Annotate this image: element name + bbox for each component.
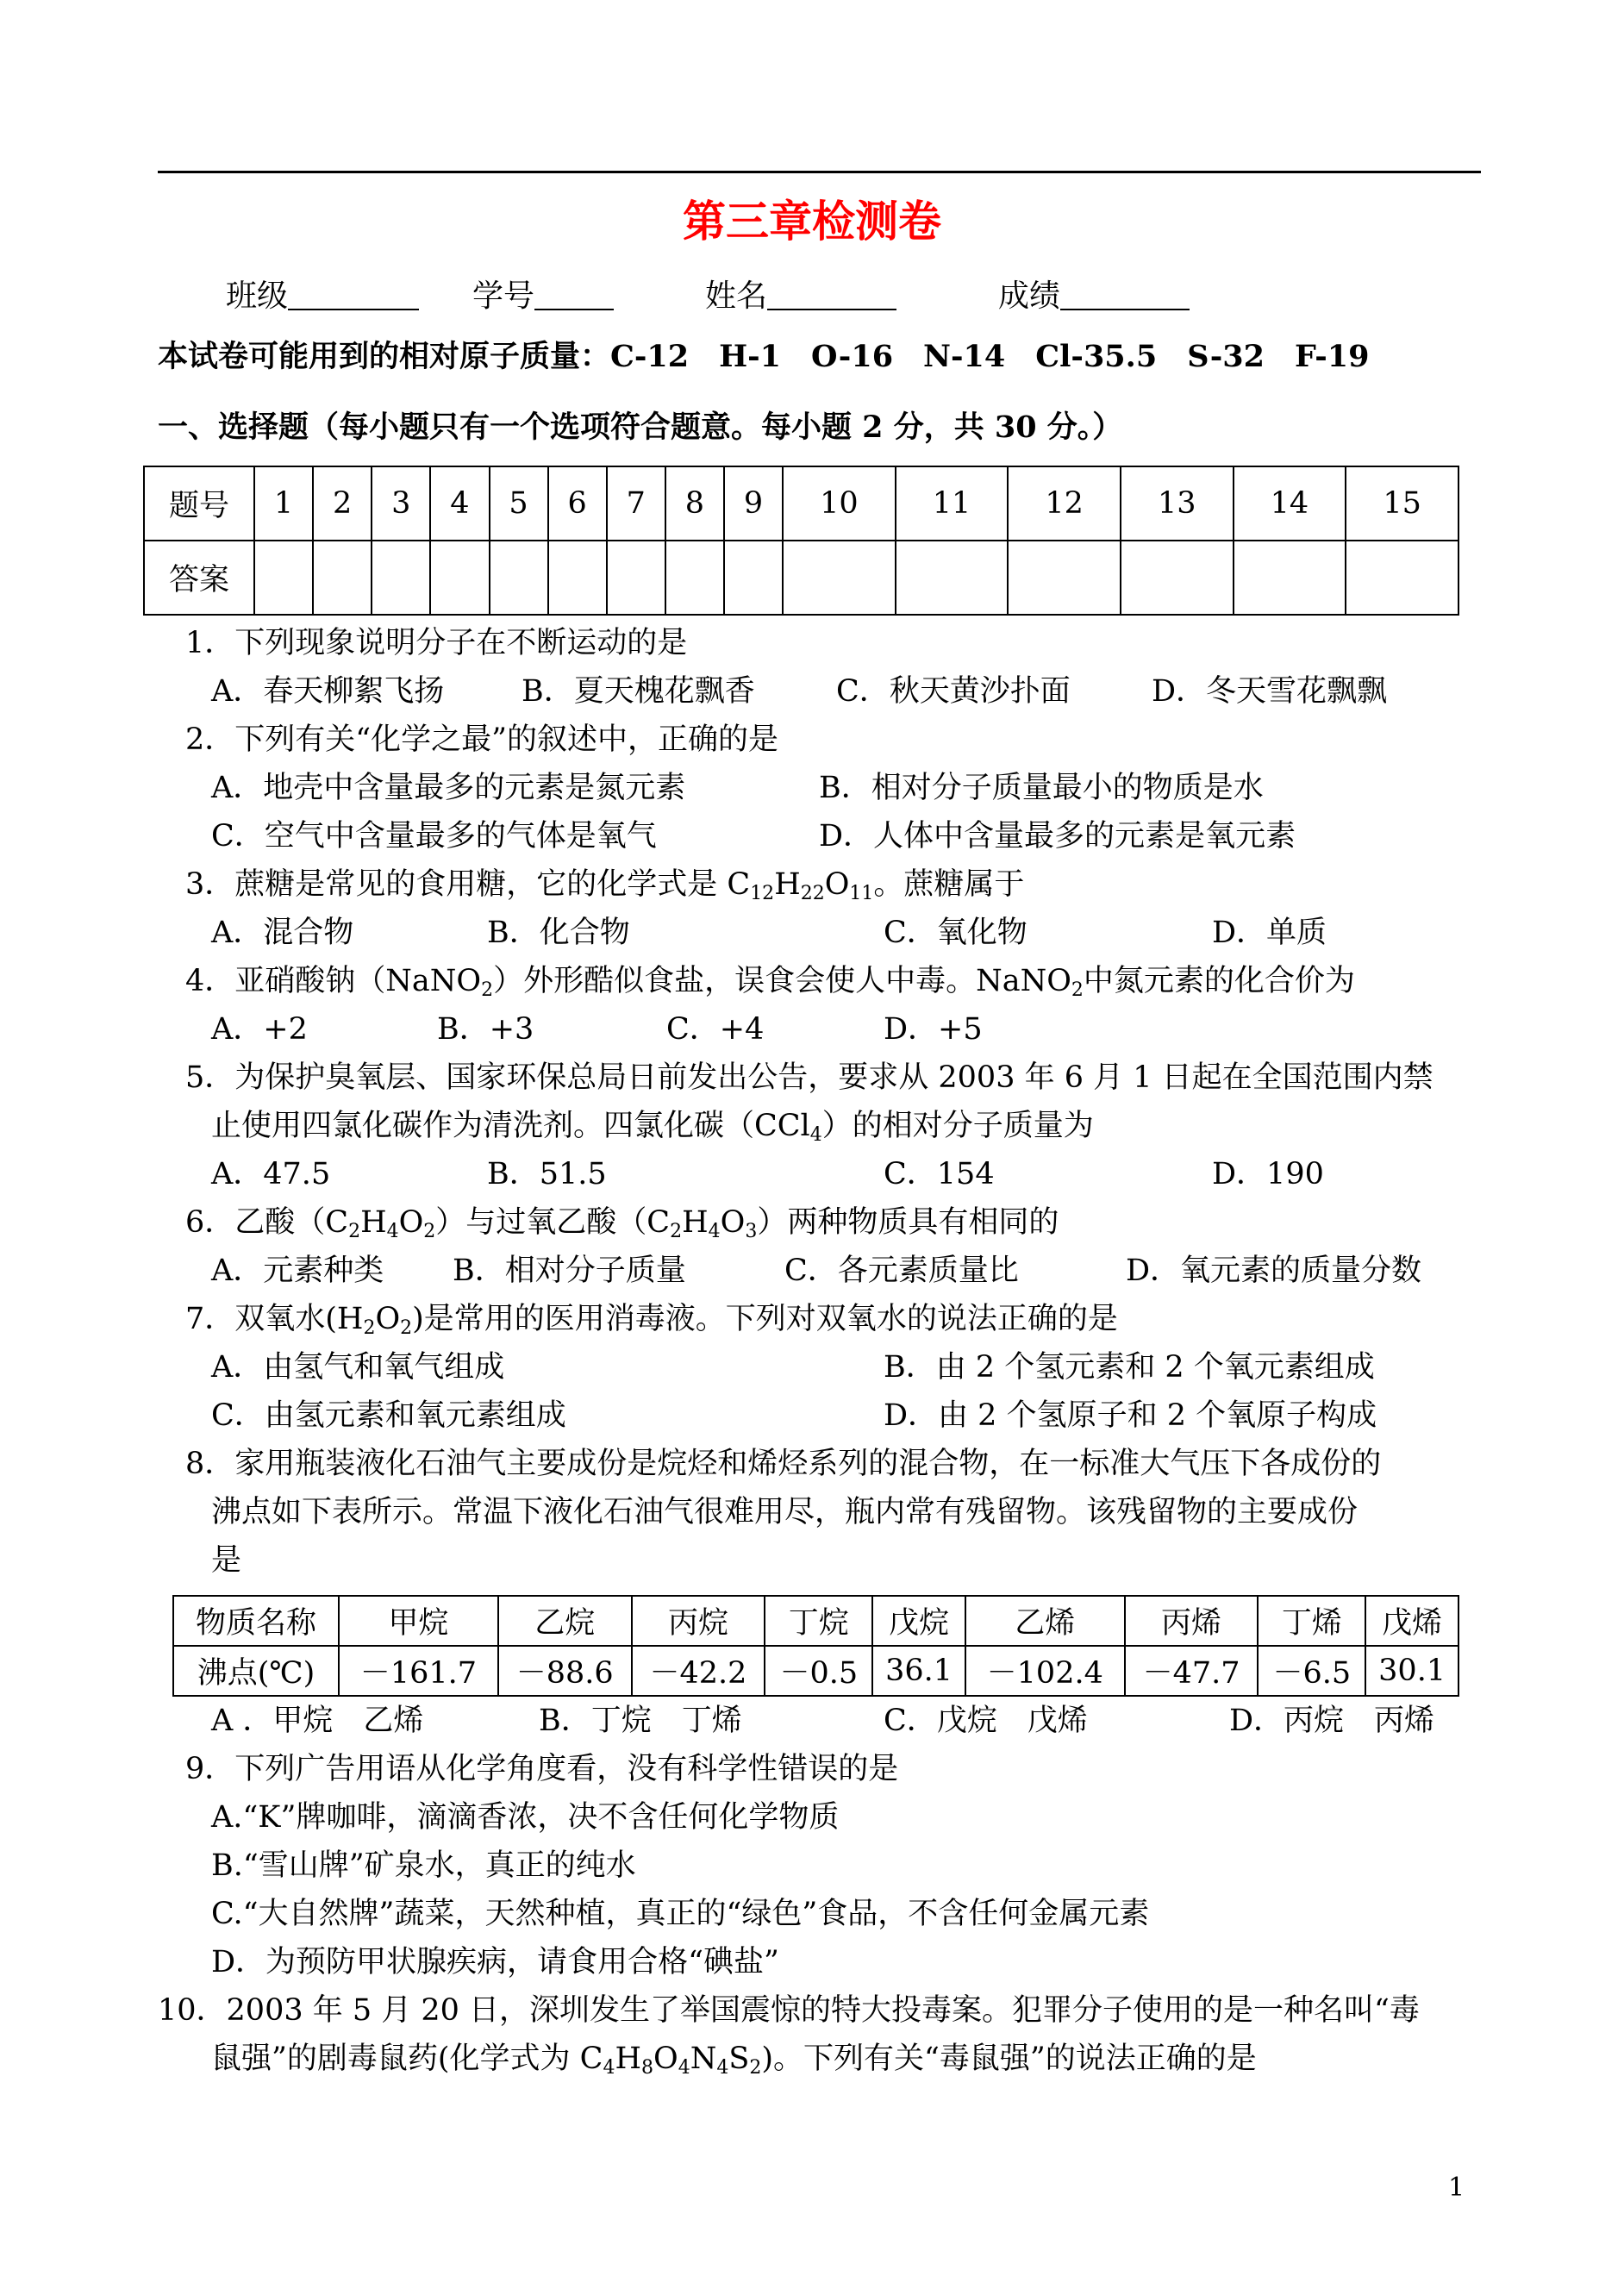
subscript: 2 bbox=[423, 1221, 436, 1242]
subscript: 4 bbox=[386, 1221, 399, 1242]
question-2: 2．下列有关“化学之最”的叙述中，正确的是 bbox=[185, 722, 779, 757]
q10-text: S bbox=[728, 2042, 750, 2076]
question-5: 5．为保护臭氧层、国家环保总局日前发出公告，要求从 2003 年 6 月 1 日起在全国范围内禁 bbox=[185, 1060, 1433, 1095]
question-8: 8．家用瓶装液化石油气主要成份是烷烃和烯烃系列的混合物，在一标准大气压下各成份的 bbox=[185, 1447, 1382, 1481]
q7-text: )是常用的医用消毒液。下列对双氧水的说法正确的是 bbox=[412, 1302, 1118, 1336]
q1-option-d: D．冬天雪花飘飘 bbox=[1152, 674, 1388, 709]
header-rule bbox=[158, 171, 1481, 173]
subscript: 4 bbox=[678, 2057, 690, 2079]
q4-option-b: B．+3 bbox=[437, 1012, 534, 1047]
q9-option-d: D．为预防甲状腺疾病，请食用合格“碘盐” bbox=[211, 1945, 779, 1979]
question-6 bbox=[185, 1200, 1059, 1245]
id-field[interactable] bbox=[534, 274, 614, 310]
q3-option-b: B．化合物 bbox=[487, 916, 630, 950]
q10-text: N bbox=[690, 2042, 717, 2076]
q2-option-b: B．相对分子质量最小的物质是水 bbox=[819, 771, 1264, 805]
table-cell: －42.2 bbox=[632, 1646, 765, 1696]
answer-cell[interactable] bbox=[313, 541, 372, 615]
q7-option-a: A．由氢气和氧气组成 bbox=[211, 1350, 505, 1385]
answer-row-label: 答案 bbox=[144, 541, 254, 615]
q3-option-d: D．单质 bbox=[1212, 916, 1327, 950]
q9-option-b: B.“雪山牌”矿泉水，真正的纯水 bbox=[211, 1848, 636, 1883]
q5-line2-post: ）的相对分子质量为 bbox=[821, 1109, 1094, 1143]
answer-cell[interactable] bbox=[1346, 541, 1458, 615]
name-info bbox=[705, 274, 896, 319]
page-title: 第三章检测卷 bbox=[683, 196, 941, 247]
q8-option-d: D．丙烷 丙烯 bbox=[1229, 1704, 1435, 1738]
answer-table bbox=[143, 466, 1459, 616]
q4-pre: 4．亚硝酸钠（NaNO bbox=[185, 964, 482, 998]
question-number: 8 bbox=[665, 466, 724, 541]
question-number: 6 bbox=[548, 466, 607, 541]
q8-option-a: A ．甲烷 乙烯 bbox=[211, 1704, 424, 1738]
q4-option-d: D．+5 bbox=[884, 1012, 983, 1047]
table-cell: －0.5 bbox=[765, 1646, 872, 1696]
score-field[interactable] bbox=[1060, 274, 1190, 310]
score-label: 成绩 bbox=[998, 278, 1061, 314]
q2-option-c: C．空气中含量最多的气体是氧气 bbox=[211, 819, 657, 854]
q5-option-d: D．190 bbox=[1212, 1157, 1324, 1191]
table-header: 丙烯 bbox=[1125, 1596, 1259, 1646]
question-4 bbox=[185, 959, 1355, 1004]
q6-option-d: D．氧元素的质量分数 bbox=[1126, 1254, 1422, 1288]
table-cell: －6.5 bbox=[1258, 1646, 1365, 1696]
page-number: 1 bbox=[1448, 2173, 1465, 2203]
answer-cell[interactable] bbox=[548, 541, 607, 615]
q7-option-b: B．由 2 个氢元素和 2 个氧元素组成 bbox=[884, 1350, 1375, 1385]
q7-option-c: C．由氢元素和氧元素组成 bbox=[211, 1398, 566, 1433]
q4-post: 中氮元素的化合价为 bbox=[1083, 964, 1355, 998]
q6-option-a: A．元素种类 bbox=[211, 1254, 384, 1288]
q3-stem-pre: 3．蔗糖是常见的食用糖，它的化学式是 C bbox=[185, 867, 751, 902]
question-9: 9．下列广告用语从化学角度看，没有科学性错误的是 bbox=[185, 1752, 899, 1786]
q6-text: H bbox=[360, 1205, 387, 1240]
table-header: 丁烷 bbox=[765, 1596, 872, 1646]
q6-text: O bbox=[720, 1205, 746, 1240]
answer-cell[interactable] bbox=[607, 541, 665, 615]
q7-option-d: D．由 2 个氢原子和 2 个氧原子构成 bbox=[884, 1398, 1377, 1433]
q5-line2-pre: 止使用四氯化碳作为清洗剂。四氯化碳（CCl bbox=[211, 1109, 810, 1143]
subscript: 2 bbox=[363, 1317, 376, 1339]
table-header: 物质名称 bbox=[173, 1596, 339, 1646]
table-cell: 沸点(℃) bbox=[173, 1646, 339, 1696]
question-7 bbox=[185, 1297, 1118, 1341]
q4-option-a: A．+2 bbox=[211, 1012, 308, 1047]
atomic-masses: 本试卷可能用到的相对原子质量：C-12 H-1 O-16 N-14 Cl-35.5 S-32 F-19 bbox=[158, 339, 1370, 374]
q8-option-b: B．丁烷 丁烯 bbox=[539, 1704, 742, 1738]
answer-cell[interactable] bbox=[1121, 541, 1234, 615]
q10-text: 鼠强”的剧毒鼠药(化学式为 C bbox=[211, 2042, 603, 2076]
q6-text: O bbox=[398, 1205, 424, 1240]
question-1: 1．下列现象说明分子在不断运动的是 bbox=[185, 626, 688, 660]
answer-cell[interactable] bbox=[1008, 541, 1121, 615]
table-cell: －47.7 bbox=[1125, 1646, 1259, 1696]
answer-cell[interactable] bbox=[724, 541, 783, 615]
subscript: 4 bbox=[716, 2057, 729, 2079]
question-3 bbox=[185, 862, 1024, 907]
table-cell: －88.6 bbox=[498, 1646, 632, 1696]
table-header: 戊烷 bbox=[872, 1596, 965, 1646]
subscript: 8 bbox=[641, 2057, 653, 2079]
table-header: 丁烯 bbox=[1258, 1596, 1365, 1646]
q3-stem-post: 。蔗糖属于 bbox=[873, 867, 1025, 902]
question-number: 7 bbox=[607, 466, 665, 541]
table-header: 甲烷 bbox=[339, 1596, 498, 1646]
q7-text: 7．双氧水(H bbox=[185, 1302, 364, 1336]
subscript: 22 bbox=[800, 883, 825, 904]
question-5-line-2 bbox=[211, 1104, 1094, 1148]
question-8-line-2: 沸点如下表所示。常温下液化石油气很难用尽，瓶内常有残留物。该残留物的主要成份 bbox=[211, 1495, 1359, 1529]
q9-option-c: C.“大自然牌”蔬菜，天然种植，真正的“绿色”食品，不含任何金属元素 bbox=[211, 1897, 1150, 1931]
question-10: 10．2003 年 5 月 20 日，深圳发生了举国震惊的特大投毒案。犯罪分子使用的是一种名叫“毒 bbox=[158, 1993, 1420, 2028]
q6-option-b: B．相对分子质量 bbox=[453, 1254, 686, 1288]
answer-cell[interactable] bbox=[430, 541, 489, 615]
subscript: 2 bbox=[348, 1221, 361, 1242]
subscript: 2 bbox=[400, 1317, 413, 1339]
table-cell: 30.1 bbox=[1365, 1646, 1458, 1696]
q6-text: H bbox=[682, 1205, 709, 1240]
q6-option-c: C．各元素质量比 bbox=[784, 1254, 1019, 1288]
class-field[interactable] bbox=[288, 274, 419, 310]
subscript: 4 bbox=[708, 1221, 721, 1242]
id-info bbox=[472, 274, 614, 319]
answer-cell[interactable] bbox=[1234, 541, 1346, 615]
q10-text: O bbox=[653, 2042, 678, 2076]
q1-option-c: C．秋天黄沙扑面 bbox=[836, 674, 1071, 709]
q8-option-c: C．戊烷 戊烯 bbox=[884, 1704, 1088, 1738]
q10-text: )。下列有关“毒鼠强”的说法正确的是 bbox=[761, 2042, 1257, 2076]
answer-cell[interactable] bbox=[254, 541, 313, 615]
question-number: 9 bbox=[724, 466, 783, 541]
q6-text: 6．乙酸（C bbox=[185, 1205, 349, 1240]
question-number: 14 bbox=[1234, 466, 1346, 541]
name-field[interactable] bbox=[767, 274, 896, 310]
q5-option-c: C．154 bbox=[884, 1157, 995, 1191]
subscript: 4 bbox=[603, 2057, 615, 2079]
q7-text: O bbox=[375, 1302, 401, 1336]
q10-text: H bbox=[615, 2042, 641, 2076]
section-heading: 一、选择题（每小题只有一个选项符合题意。每小题 2 分，共 30 分。） bbox=[158, 410, 1123, 445]
q1-option-b: B．夏天槐花飘香 bbox=[522, 674, 755, 709]
q6-text: ）两种物质具有相同的 bbox=[757, 1205, 1059, 1240]
table-cell: －102.4 bbox=[965, 1646, 1125, 1696]
table-header: 乙烯 bbox=[965, 1596, 1125, 1646]
q9-option-a: A.“K”牌咖啡，滴滴香浓，决不含任何化学物质 bbox=[211, 1800, 840, 1835]
question-number: 12 bbox=[1008, 466, 1121, 541]
q3-option-c: C．氧化物 bbox=[884, 916, 1027, 950]
subscript: 4 bbox=[809, 1124, 822, 1146]
subscript: 12 bbox=[750, 883, 775, 904]
subscript: 2 bbox=[481, 979, 494, 1001]
question-number: 1 bbox=[254, 466, 313, 541]
table-cell: －161.7 bbox=[339, 1646, 498, 1696]
question-number: 13 bbox=[1121, 466, 1234, 541]
question-number: 10 bbox=[783, 466, 896, 541]
table-header: 乙烷 bbox=[498, 1596, 632, 1646]
q5-option-a: A．47.5 bbox=[211, 1157, 331, 1191]
table-header: 丙烷 bbox=[632, 1596, 765, 1646]
question-number: 3 bbox=[372, 466, 430, 541]
answer-cell[interactable] bbox=[490, 541, 548, 615]
formula-part: H bbox=[774, 867, 801, 902]
answer-cell[interactable] bbox=[896, 541, 1009, 615]
answer-table-header: 题号 bbox=[144, 466, 254, 541]
answer-cell[interactable] bbox=[665, 541, 724, 615]
subscript: 2 bbox=[1071, 979, 1084, 1001]
name-label: 姓名 bbox=[705, 278, 768, 314]
table-header: 戊烯 bbox=[1365, 1596, 1458, 1646]
boiling-point-table bbox=[172, 1595, 1459, 1697]
question-number: 5 bbox=[490, 466, 548, 541]
q2-option-a: A．地壳中含量最多的元素是氮元素 bbox=[211, 771, 686, 805]
subscript: 3 bbox=[745, 1221, 758, 1242]
student-info bbox=[226, 274, 419, 319]
question-8-line-3: 是 bbox=[211, 1543, 242, 1578]
q6-text: ）与过氧乙酸（C bbox=[435, 1205, 671, 1240]
q2-option-d: D．人体中含量最多的元素是氧元素 bbox=[819, 819, 1296, 854]
q1-option-a: A．春天柳絮飞扬 bbox=[211, 674, 445, 709]
question-number: 15 bbox=[1346, 466, 1458, 541]
question-10-line-2 bbox=[211, 2036, 1257, 2081]
q3-option-a: A．混合物 bbox=[211, 916, 354, 950]
q4-option-c: C．+4 bbox=[666, 1012, 765, 1047]
class-label: 班级 bbox=[226, 278, 289, 314]
subscript: 11 bbox=[849, 883, 874, 904]
question-number: 2 bbox=[313, 466, 372, 541]
id-label: 学号 bbox=[472, 278, 535, 314]
table-cell: 36.1 bbox=[872, 1646, 965, 1696]
formula-part: O bbox=[824, 867, 850, 902]
answer-cell[interactable] bbox=[783, 541, 896, 615]
subscript: 2 bbox=[670, 1221, 683, 1242]
subscript: 2 bbox=[749, 2057, 762, 2079]
score-info bbox=[998, 274, 1190, 319]
q5-option-b: B．51.5 bbox=[487, 1157, 607, 1191]
answer-cell[interactable] bbox=[372, 541, 430, 615]
q4-mid: ）外形酷似食盐，误食会使人中毒。NaNO bbox=[493, 964, 1071, 998]
question-number: 11 bbox=[896, 466, 1009, 541]
question-number: 4 bbox=[430, 466, 489, 541]
